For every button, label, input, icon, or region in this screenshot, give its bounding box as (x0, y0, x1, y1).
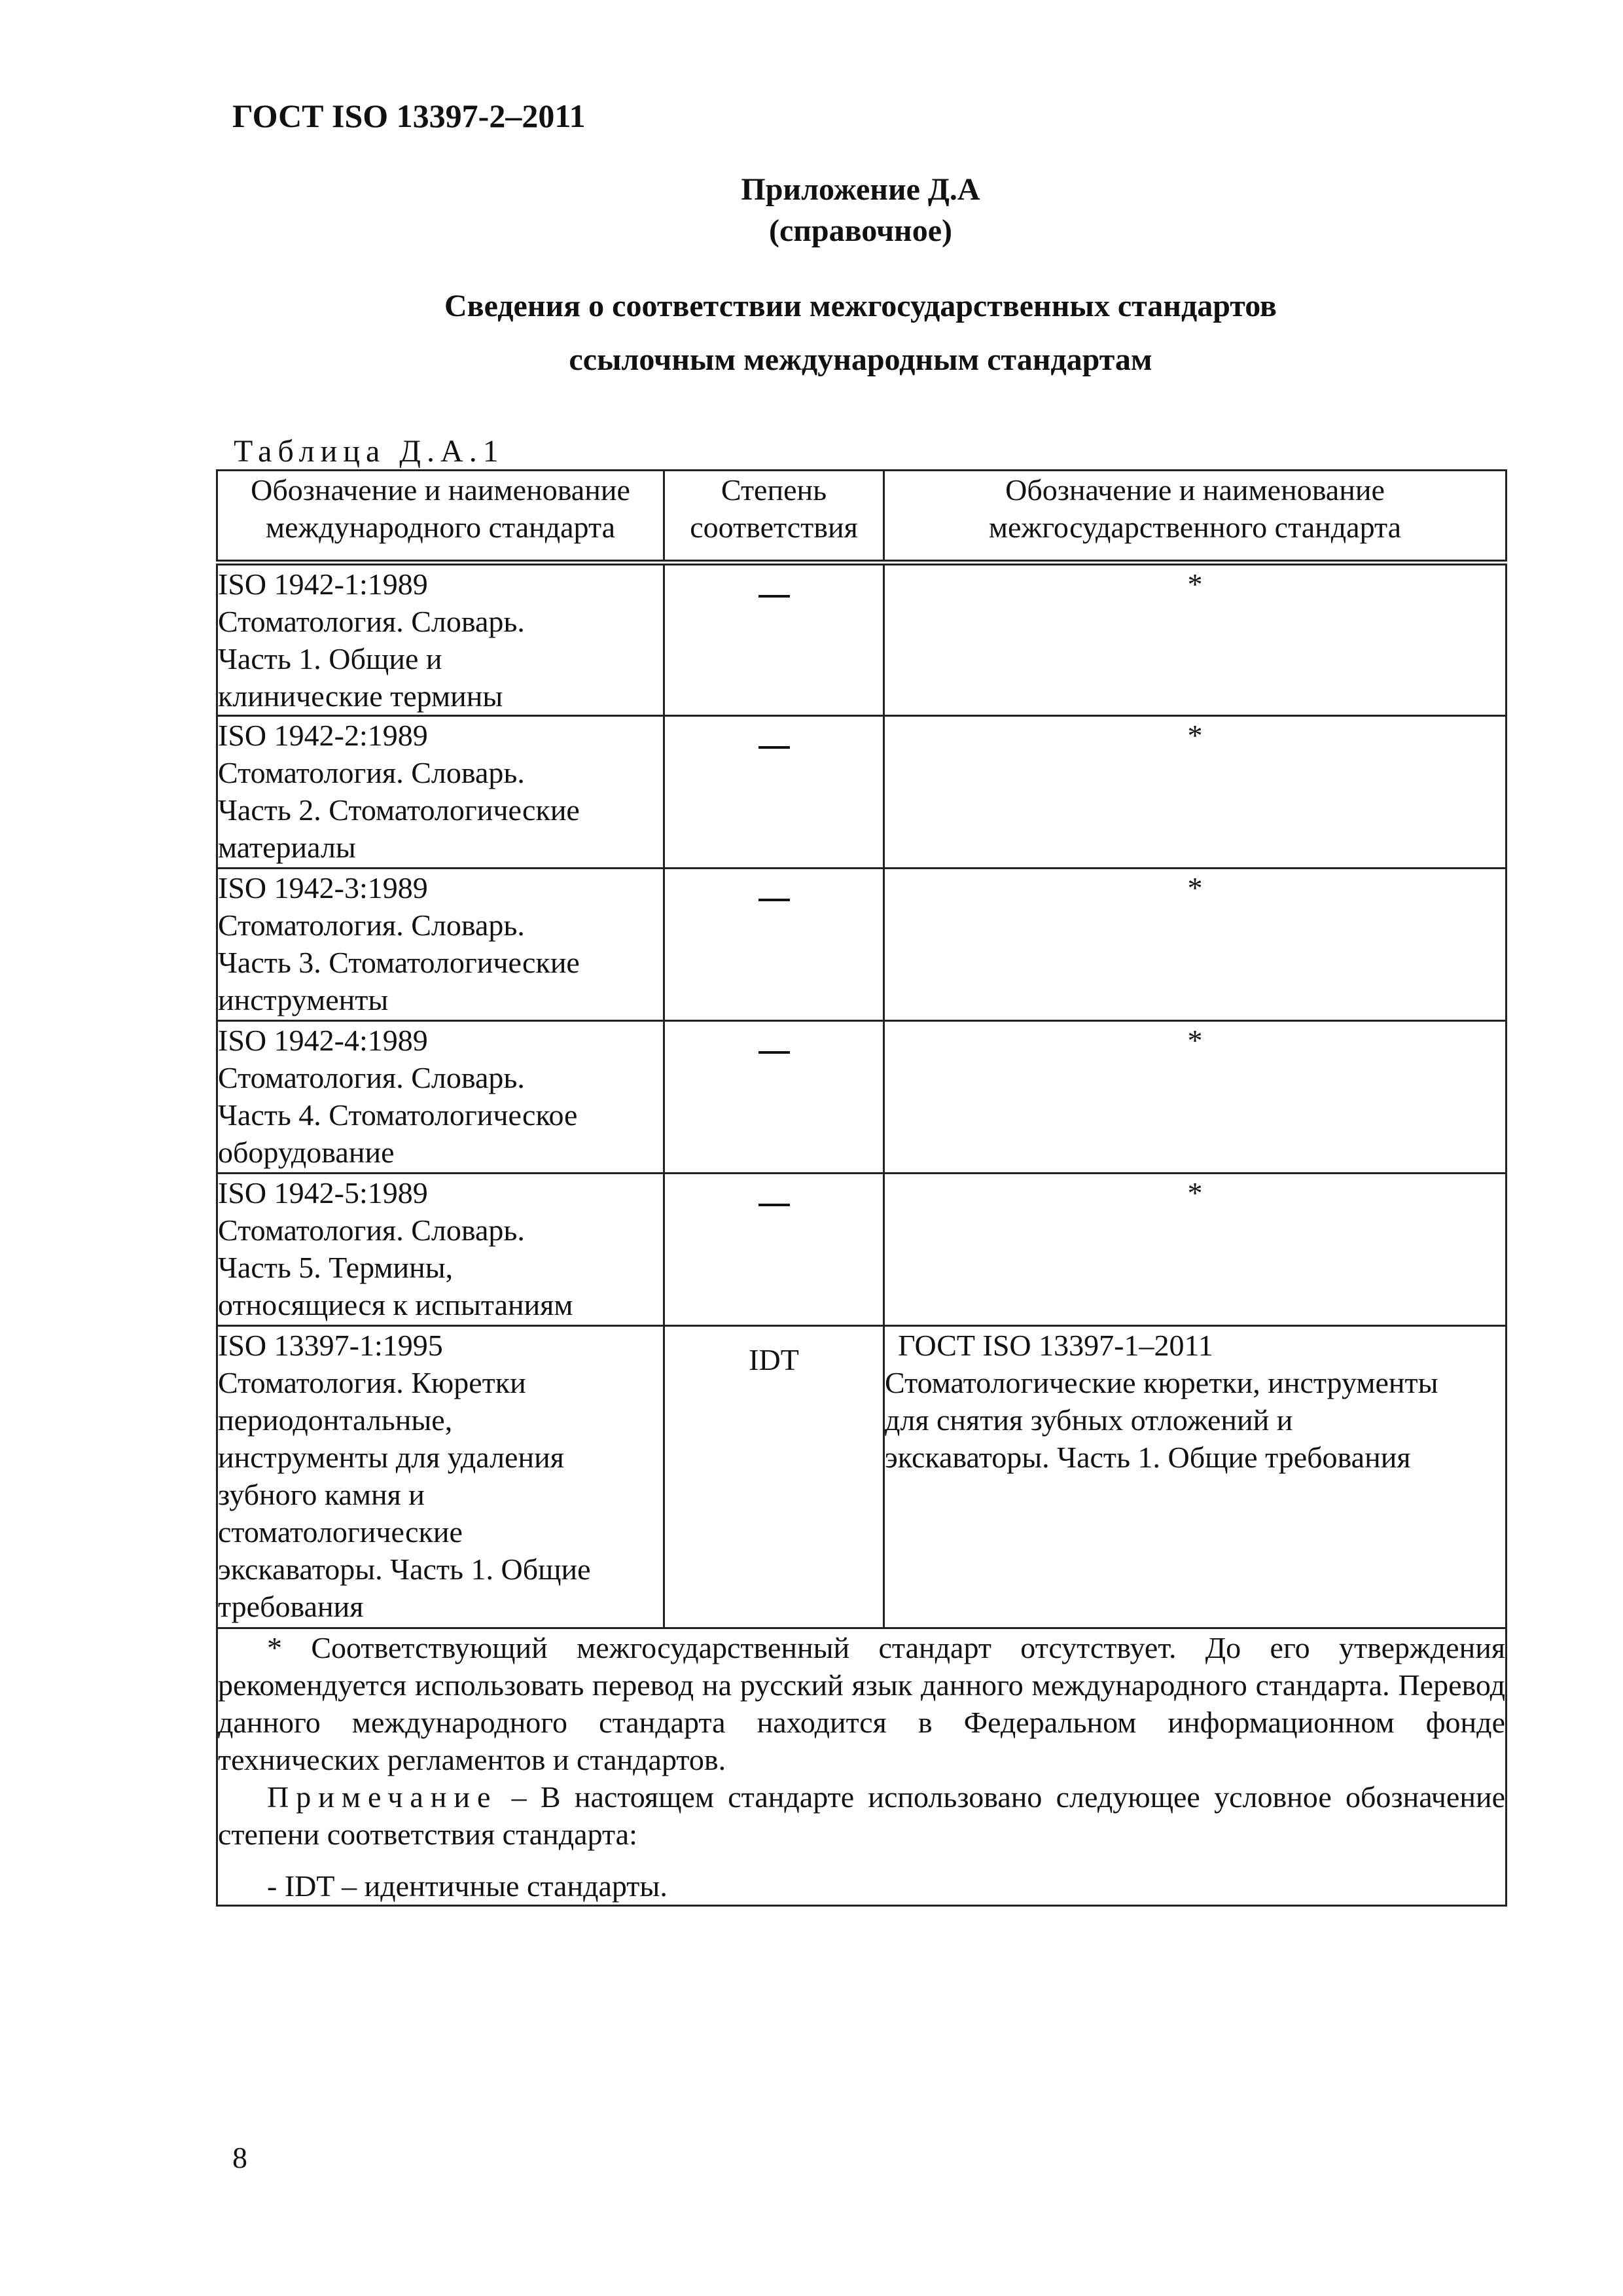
note-paragraph (218, 1778, 1505, 1853)
section-title-line1: Сведения о соответствии межгосударственных стандартов (444, 289, 1277, 323)
table-header-row (217, 471, 1507, 563)
table-row (217, 1326, 1507, 1628)
international-standard-line: ISO 1942-4:1989 (218, 1024, 428, 1057)
interstate-standard-line: для снятия зубных отложений и (885, 1403, 1293, 1437)
table-row (217, 563, 1507, 716)
em-dash-mark (758, 595, 790, 598)
degree-cell: IDT (664, 1326, 884, 1628)
international-standard-line: Стоматология. Словарь. (218, 908, 525, 942)
degree-cell (664, 716, 884, 869)
header-degree-line2: соответствия (690, 511, 858, 544)
header-degree (664, 471, 884, 563)
international-standard-cell (217, 869, 664, 1021)
international-standard-line: Стоматология. Словарь. (218, 605, 525, 638)
international-standard-cell (217, 1021, 664, 1174)
table-row (217, 1174, 1507, 1326)
note-text: – В настоящем стандарте использовано следующее условное обозначение степени соответствия стандарта: (218, 1780, 1505, 1851)
appendix-type: (справочное) (768, 213, 952, 248)
header-interstate-standard (884, 471, 1507, 563)
international-standard-line: ISO 1942-2:1989 (218, 719, 428, 752)
footnote-cell (217, 1628, 1507, 1906)
table-row (217, 1021, 1507, 1174)
interstate-standard-cell (884, 1326, 1507, 1628)
interstate-standard-cell: * (884, 563, 1507, 716)
degree-cell (664, 869, 884, 1021)
note-label: Примечание (267, 1780, 498, 1814)
correspondence-table (216, 469, 1507, 1907)
international-standard-line: ISO 13397-1:1995 (218, 1329, 443, 1362)
interstate-standard-line: Стоматологические кюретки, инструменты (885, 1366, 1438, 1399)
interstate-standard-code: ГОСТ ISO 13397-1–2011 (898, 1329, 1213, 1362)
international-standard-line: стоматологические (218, 1515, 463, 1549)
table-row (217, 869, 1507, 1021)
international-standard-line: ISO 1942-3:1989 (218, 871, 428, 905)
international-standard-line: Стоматология. Словарь. (218, 1213, 525, 1247)
interstate-standard-cell: * (884, 716, 1507, 869)
document-code: ГОСТ ISO 13397-2–2011 (232, 98, 586, 134)
international-standard-line: Часть 2. Стоматологические (218, 793, 580, 827)
international-standard-line: Часть 1. Общие и (218, 642, 442, 675)
em-dash-mark (758, 1204, 790, 1206)
section-title-line2: ссылочным международным стандартам (569, 342, 1152, 377)
degree-cell (664, 1021, 884, 1174)
international-standard-line: материалы (218, 831, 356, 864)
footnote-text: * Соответствующий межгосударственный стандарт отсутствует. До его утверждения рекомендуется использовать перевод на русский язык данного международного стандарта. Перевод данного международного стандарта находится в Федеральном информационном фонде технических регламентов и стандартов. (218, 1631, 1505, 1776)
international-standard-line: относящиеся к испытаниям (218, 1288, 573, 1321)
interstate-standard-cell: * (884, 1021, 1507, 1174)
correspondence-table-wrapper (216, 469, 1505, 1907)
header-international-line1: Обозначение и наименование (251, 473, 630, 507)
header-interstate-line2: межгосударственного стандарта (988, 511, 1402, 544)
header-international-standard (217, 471, 664, 563)
international-standard-line: ISO 1942-1:1989 (218, 567, 428, 601)
note-item: - IDT – идентичные стандарты. (267, 1869, 668, 1903)
interstate-standard-cell: * (884, 869, 1507, 1021)
table-caption: Таблица Д.А.1 (234, 434, 505, 469)
international-standard-line: требования (218, 1590, 364, 1623)
em-dash-mark (758, 1051, 790, 1054)
degree-cell (664, 563, 884, 716)
international-standard-line: Часть 5. Термины, (218, 1251, 454, 1284)
international-standard-cell (217, 1174, 664, 1326)
international-standard-line: инструменты (218, 983, 389, 1016)
international-standard-line: зубного камня и (218, 1478, 425, 1511)
header-interstate-line1: Обозначение и наименование (1005, 473, 1385, 507)
header-international-line2: международного стандарта (265, 511, 616, 544)
international-standard-line: Часть 3. Стоматологические (218, 946, 580, 979)
header-degree-line1: Степень (721, 473, 827, 507)
page-number: 8 (232, 2141, 247, 2174)
em-dash-mark (758, 746, 790, 749)
interstate-standard-line: экскаваторы. Часть 1. Общие требования (885, 1441, 1411, 1474)
international-standard-line: экскаваторы. Часть 1. Общие (218, 1552, 591, 1586)
footnote-row (217, 1628, 1507, 1906)
international-standard-line: Стоматология. Словарь. (218, 1061, 525, 1094)
international-standard-line: Стоматология. Кюретки (218, 1366, 526, 1399)
appendix-title: Приложение Д.А (741, 172, 980, 207)
international-standard-line: инструменты для удаления (218, 1441, 564, 1474)
international-standard-line: периодонтальные, (218, 1403, 453, 1437)
degree-cell (664, 1174, 884, 1326)
international-standard-line: Часть 4. Стоматологическое (218, 1098, 578, 1132)
interstate-standard-cell: * (884, 1174, 1507, 1326)
international-standard-line: ISO 1942-5:1989 (218, 1176, 428, 1210)
international-standard-line: оборудование (218, 1136, 395, 1169)
international-standard-cell (217, 563, 664, 716)
international-standard-cell (217, 716, 664, 869)
em-dash-mark (758, 899, 790, 901)
international-standard-cell (217, 1326, 664, 1628)
international-standard-line: Стоматология. Словарь. (218, 756, 525, 789)
international-standard-line: клинические термины (218, 679, 503, 713)
table-row (217, 716, 1507, 869)
